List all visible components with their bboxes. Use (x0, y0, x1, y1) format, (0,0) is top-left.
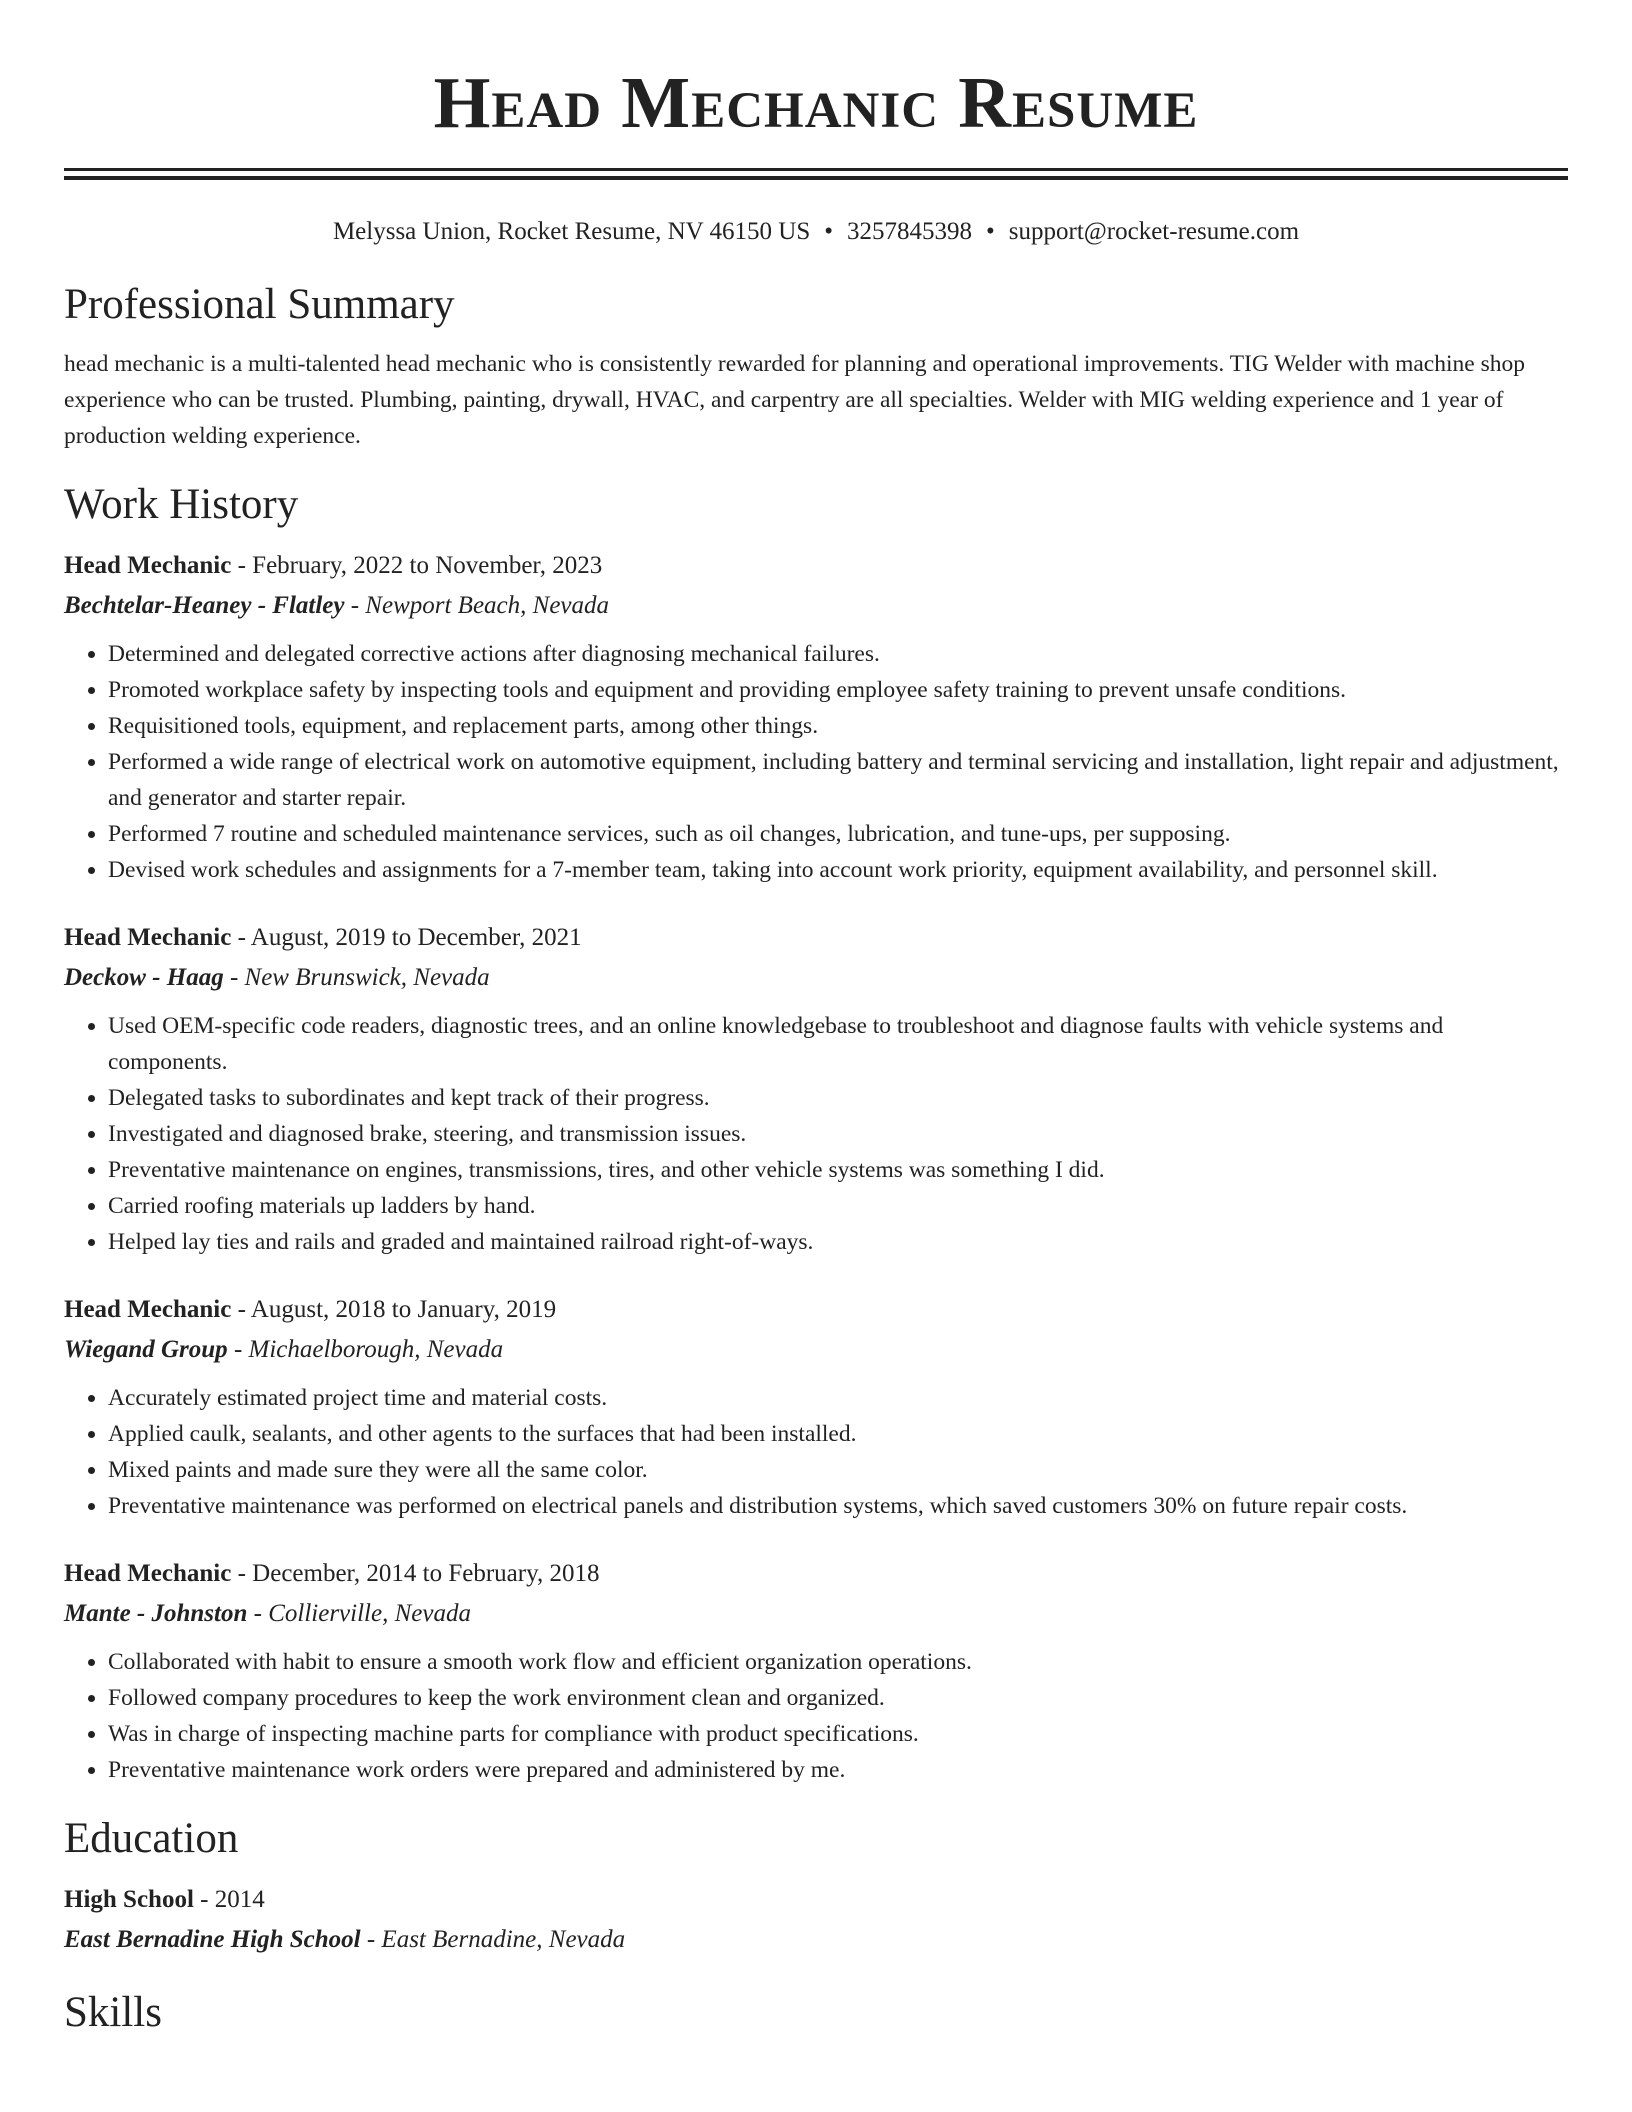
job-bullets (64, 1008, 1568, 1260)
contact-email: support@rocket-resume.com (1008, 218, 1300, 245)
job-location: - Newport Beach, Nevada (344, 592, 610, 619)
job-bullets (64, 1644, 1568, 1788)
list-item: • Used OEM-specific code readers, diagnostic trees, and an online knowledgebase to troubleshoot and diagnose faults with vehicle systems and components. (108, 1008, 1568, 1080)
list-item: • Preventative maintenance on engines, transmissions, tires, and other vehicle systems was something I did. (108, 1152, 1568, 1188)
job-location: - Michaelborough, Nevada (227, 1336, 504, 1363)
job-company: Deckow - Haag (64, 964, 224, 991)
list-item: • Performed a wide range of electrical work on automotive equipment, including battery and terminal servicing and installation, light repair and adjustment, and generator and starter repair. (108, 744, 1568, 816)
job-title: Head Mechanic (64, 552, 232, 579)
summary-heading: Professional Summary (64, 281, 455, 328)
contact-line (64, 216, 1568, 248)
job-title-line (64, 546, 1568, 586)
education-school-line (64, 1920, 1568, 1960)
list-item: • Carried roofing materials up ladders by hand. (108, 1188, 1568, 1224)
list-item: • Preventative maintenance work orders were prepared and administered by me. (108, 1752, 1568, 1788)
list-item: • Helped lay ties and rails and graded and maintained railroad right-of-ways. (108, 1224, 1568, 1260)
contact-separator: • (986, 218, 995, 245)
title-divider-bottom (64, 176, 1568, 180)
education-heading: Education (64, 1815, 239, 1862)
list-item: • Requisitioned tools, equipment, and replacement parts, among other things. (108, 708, 1568, 744)
job-entry (64, 918, 1568, 1260)
job-company-line (64, 1594, 1568, 1634)
list-item: • Was in charge of inspecting machine parts for compliance with product specifications. (108, 1716, 1568, 1752)
job-company: Mante - Johnston (64, 1600, 248, 1627)
job-title-line (64, 1554, 1568, 1594)
job-location: - New Brunswick, Nevada (223, 964, 490, 991)
skills-heading: Skills (64, 1989, 162, 2036)
contact-separator: • (824, 218, 833, 245)
list-item: • Preventative maintenance was performed on electrical panels and distribution systems, which saved customers 30% on future repair costs. (108, 1488, 1568, 1524)
list-item: • Mixed paints and made sure they were all the same color. (108, 1452, 1568, 1488)
education-year: - 2014 (193, 1886, 265, 1913)
list-item: • Performed 7 routine and scheduled maintenance services, such as oil changes, lubrication, and tune-ups, per supposing. (108, 816, 1568, 852)
title-divider-top (64, 168, 1568, 171)
education-school: East Bernadine High School (64, 1926, 361, 1953)
job-title: Head Mechanic (64, 924, 232, 951)
list-item: • Investigated and diagnosed brake, steering, and transmission issues. (108, 1116, 1568, 1152)
job-company: Wiegand Group (64, 1336, 228, 1363)
job-entry (64, 1554, 1568, 1788)
job-title-line (64, 1290, 1568, 1330)
education-degree: High School (64, 1886, 194, 1913)
job-entry (64, 1290, 1568, 1524)
list-item: • Determined and delegated corrective actions after diagnosing mechanical failures. (108, 636, 1568, 672)
job-company-line (64, 586, 1568, 626)
list-item: • Devised work schedules and assignments for a 7-member team, taking into account work priority, equipment availability, and personnel skill. (108, 852, 1568, 888)
list-item: • Accurately estimated project time and material costs. (108, 1380, 1568, 1416)
list-item: • Collaborated with habit to ensure a smooth work flow and efficient organization operations. (108, 1644, 1568, 1680)
list-item: • Followed company procedures to keep the work environment clean and organized. (108, 1680, 1568, 1716)
job-title-line (64, 918, 1568, 958)
job-dates: - August, 2019 to December, 2021 (231, 924, 582, 951)
contact-phone: 3257845398 (847, 218, 972, 245)
list-item: • Promoted workplace safety by inspecting tools and equipment and providing employee safety training to prevent unsafe conditions. (108, 672, 1568, 708)
job-title: Head Mechanic (64, 1560, 232, 1587)
summary-text: head mechanic is a multi-talented head mechanic who is consistently rewarded for planning and operational improvements. TIG Welder with machine shop experience who can be trusted. Plumbing, painting, drywall, HVAC, and carpentry are all specialties. Welder with MIG welding experience and 1 year of production welding experience. (64, 351, 1525, 449)
contact-address: Melyssa Union, Rocket Resume, NV 46150 US (332, 218, 811, 245)
list-item: • Delegated tasks to subordinates and kept track of their progress. (108, 1080, 1568, 1116)
job-bullets (64, 1380, 1568, 1524)
education-degree-line (64, 1880, 1568, 1920)
job-entry (64, 546, 1568, 888)
job-dates: - August, 2018 to January, 2019 (231, 1296, 557, 1323)
job-company-line (64, 958, 1568, 998)
work-history-heading: Work History (64, 481, 299, 528)
job-dates: - December, 2014 to February, 2018 (231, 1560, 600, 1587)
resume-page (64, 0, 1568, 2040)
job-location: - Collierville, Nevada (247, 1600, 471, 1627)
job-company-line (64, 1330, 1568, 1370)
list-item: • Applied caulk, sealants, and other agents to the surfaces that had been installed. (108, 1416, 1568, 1452)
education-location: - East Bernadine, Nevada (360, 1926, 626, 1953)
job-company: Bechtelar-Heaney - Flatley (64, 592, 345, 619)
resume-title: Head Mechanic Resume (433, 62, 1199, 143)
job-title: Head Mechanic (64, 1296, 232, 1323)
education-entry (64, 1880, 1568, 1960)
job-dates: - February, 2022 to November, 2023 (231, 552, 603, 579)
job-bullets (64, 636, 1568, 888)
